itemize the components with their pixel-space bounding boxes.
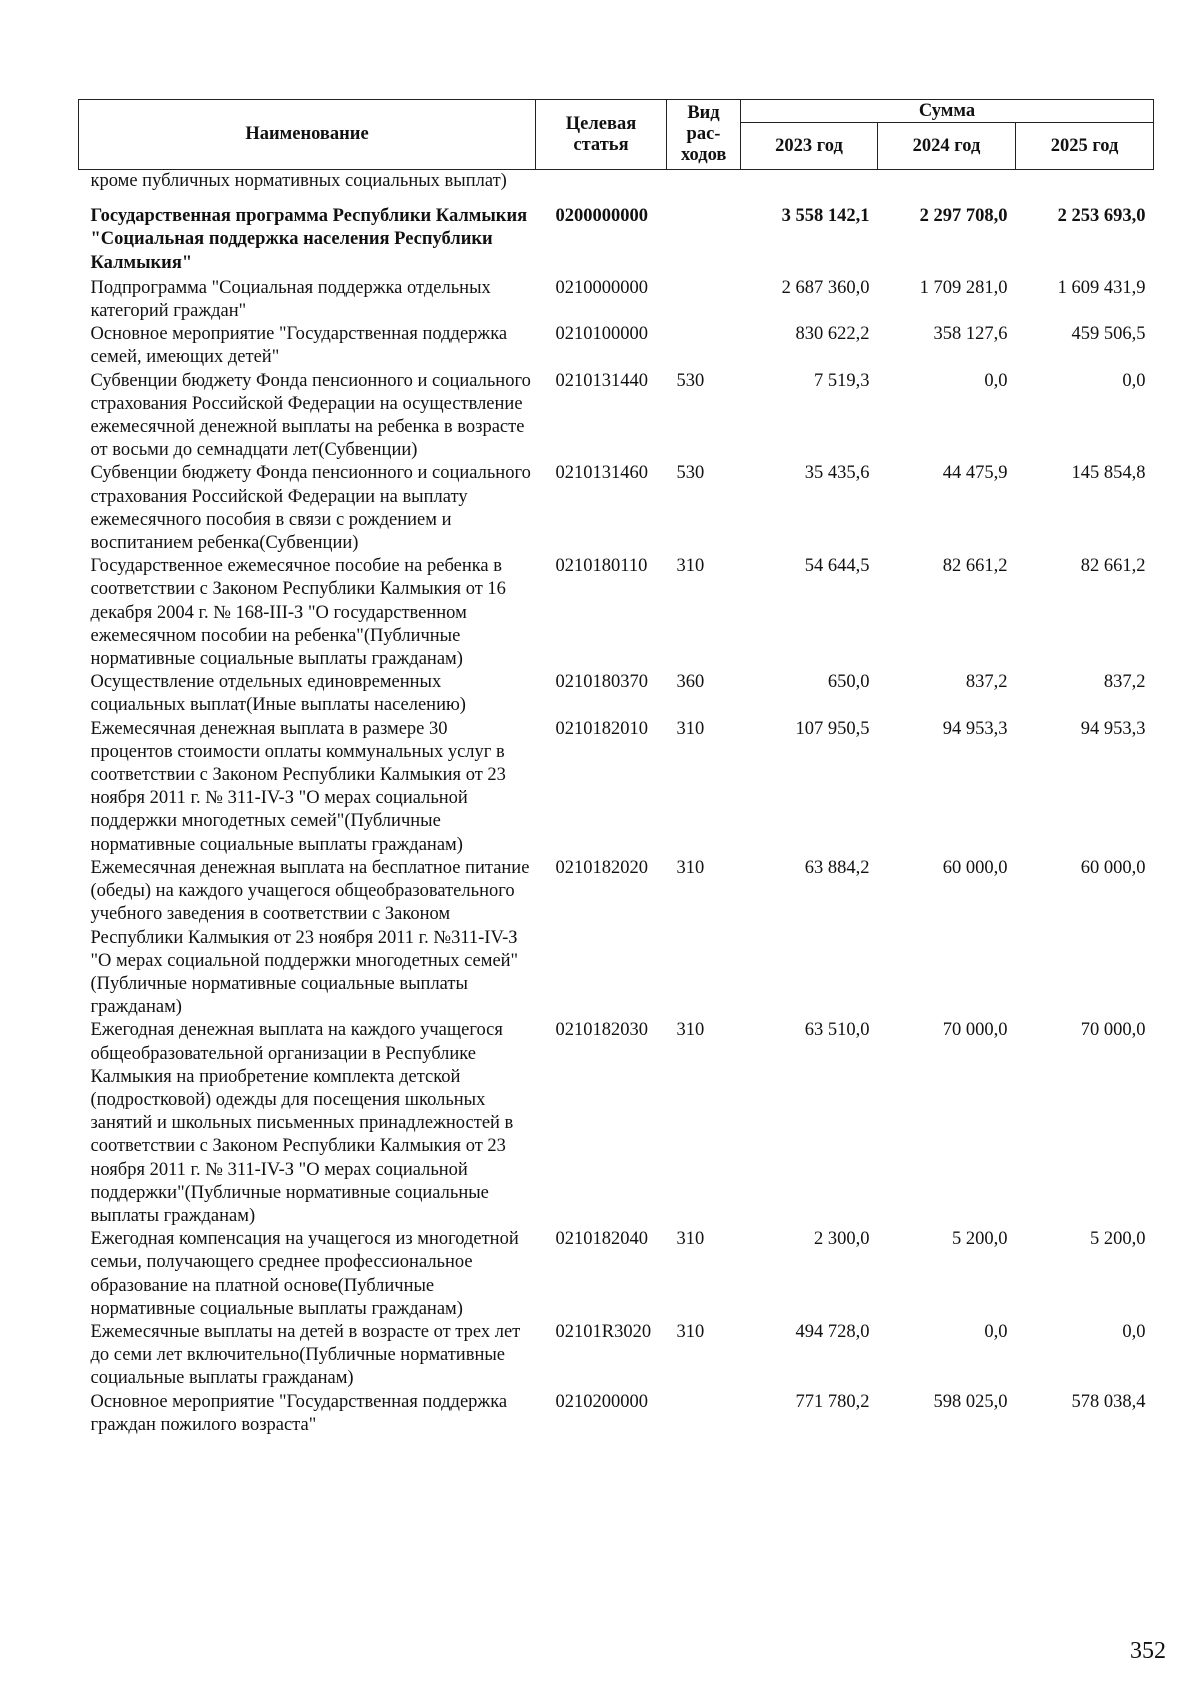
cell-kind xyxy=(667,193,741,275)
cell-kind: 310 xyxy=(676,1321,705,1342)
cell-year-2024: 358 127,6 xyxy=(933,324,1008,345)
cell-year-2024 xyxy=(878,170,1016,194)
cell-name: Подпрограмма "Социальная поддержка отдельных категорий граждан" xyxy=(90,277,491,322)
table-row xyxy=(79,462,1154,555)
cell-year-2025: 94 953,3 xyxy=(1080,718,1146,739)
cell-year-2023: 63 884,2 xyxy=(804,857,870,878)
cell-year-2023: 107 950,5 xyxy=(795,718,870,739)
table-row xyxy=(79,323,1154,369)
cell-name: Ежегодная компенсация на учащегося из многодетной семьи, получающего среднее профессиональное образование на платной основе(Публичные нормативные социальные выплаты гражданам) xyxy=(90,1229,519,1319)
table-row xyxy=(79,718,1154,857)
table-row xyxy=(79,857,1154,1019)
page-number: 352 xyxy=(1130,1638,1166,1664)
header-sum: Сумма xyxy=(741,100,1154,123)
table-row xyxy=(79,555,1154,671)
cell-year-2025: 70 000,0 xyxy=(1080,1020,1146,1041)
cell-name: Ежемесячные выплаты на детей в возрасте от трех лет до семи лет включительно(Публичные нормативные социальные выплаты гражданам) xyxy=(90,1321,521,1389)
cell-code: 0210182040 xyxy=(555,1229,648,1250)
cell-year-2025: 82 661,2 xyxy=(1080,556,1146,577)
cell-year-2023: 7 519,3 xyxy=(814,370,870,391)
cell-kind xyxy=(667,1391,741,1437)
cell-year-2025: 60 000,0 xyxy=(1080,857,1146,878)
table-row xyxy=(79,1391,1154,1437)
cell-year-2023: 35 435,6 xyxy=(804,463,870,484)
table-row xyxy=(79,1228,1154,1321)
cell-code: 0210180110 xyxy=(555,556,648,577)
table-row xyxy=(79,170,1154,194)
header-year-2025: 2025 год xyxy=(1016,123,1154,170)
cell-kind: 360 xyxy=(676,672,705,693)
cell-year-2023 xyxy=(741,170,878,194)
cell-year-2025: 837,2 xyxy=(1103,672,1146,693)
cell-kind: 310 xyxy=(676,857,705,878)
cell-year-2023: 494 728,0 xyxy=(795,1321,870,1342)
header-name: Наименование xyxy=(79,100,536,170)
cell-year-2023: 650,0 xyxy=(827,672,870,693)
cell-year-2023: 63 510,0 xyxy=(804,1020,870,1041)
cell-year-2024: 837,2 xyxy=(965,672,1008,693)
cell-year-2023: 54 644,5 xyxy=(804,556,870,577)
cell-year-2023: 830 622,2 xyxy=(795,324,870,345)
cell-year-2024: 2 297 708,0 xyxy=(919,206,1008,227)
cell-year-2023: 2 300,0 xyxy=(814,1229,870,1250)
cell-year-2025 xyxy=(1016,170,1154,194)
cell-year-2025: 0,0 xyxy=(1122,370,1146,391)
cell-name: Ежегодная денежная выплата на каждого учащегося общеобразовательной организации в Республике Калмыкия на приобретение комплекта детской (подростковой) одежды для посещения школьных занятий и школьных письменных принадлежностей в соответствии с Законом Республики Калмыкия от 23 ноября 2011 г. № 311-IV-З "О мерах социальной поддержки"(Публичные нормативные социальные выплаты гражданам) xyxy=(90,1020,514,1226)
cell-kind: 530 xyxy=(676,463,705,484)
cell-year-2025: 2 253 693,0 xyxy=(1057,206,1146,227)
cell-name: Основное мероприятие "Государственная поддержка граждан пожилого возраста" xyxy=(90,1391,508,1435)
table-row xyxy=(79,370,1154,463)
cell-code: 02101R3020 xyxy=(555,1321,652,1342)
table-header xyxy=(79,100,1154,170)
cell-year-2024: 94 953,3 xyxy=(942,718,1008,739)
cell-code: 0210100000 xyxy=(555,324,648,345)
budget-table xyxy=(78,99,1154,1437)
cell-year-2023: 3 558 142,1 xyxy=(781,206,870,227)
cell-kind: 310 xyxy=(676,556,705,577)
cell-name: Субвенции бюджету Фонда пенсионного и социального страхования Российской Федерации на осуществление ежемесячной денежной выплаты на ребенка в возрасте от восьми до семнадцати лет(Субвенции) xyxy=(90,370,531,461)
cell-code: 0200000000 xyxy=(555,206,648,227)
header-year-2024: 2024 год xyxy=(878,123,1016,170)
cell-year-2024: 1 709 281,0 xyxy=(919,277,1008,298)
cell-kind: 310 xyxy=(676,1229,705,1250)
cell-kind xyxy=(667,275,741,323)
cell-year-2024: 5 200,0 xyxy=(952,1229,1008,1250)
table-row xyxy=(79,193,1154,275)
cell-kind xyxy=(667,323,741,369)
cell-name: Ежемесячная денежная выплата в размере 30 процентов стоимости оплаты коммунальных услуг в соответствии с Законом Республики Калмыкия от 23 ноября 2011 г. № 311-IV-З "О мерах социальной поддержки многодетных семей"(Публичные нормативные социальные выплаты гражданам) xyxy=(90,718,506,855)
table-body xyxy=(79,170,1154,1437)
cell-code: 0210131460 xyxy=(555,463,648,484)
cell-year-2023: 771 780,2 xyxy=(795,1391,870,1412)
cell-code: 0210200000 xyxy=(555,1391,648,1412)
cell-kind: 530 xyxy=(676,370,705,391)
cell-code: 0210131440 xyxy=(555,370,648,391)
cell-code: 0210180370 xyxy=(555,672,648,693)
cell-name: Ежемесячная денежная выплата на бесплатное питание (обеды) на каждого учащегося общеобразовательного учебного заведения в соответствии с Законом Республики Калмыкия от 23 ноября 2011 г. №311-IV-З "О мерах социальной поддержки многодетных семей"(Публичные нормативные социальные выплаты гражданам) xyxy=(90,857,530,1018)
cell-name: Основное мероприятие "Государственная поддержка семей, имеющих детей" xyxy=(90,324,508,368)
table-row xyxy=(79,671,1154,717)
cell-kind: 310 xyxy=(676,718,705,739)
header-kind: Вид рас-ходов xyxy=(667,100,741,170)
cell-year-2024: 82 661,2 xyxy=(942,556,1008,577)
table-row xyxy=(79,1321,1154,1391)
header-code: Целевая статья xyxy=(536,100,667,170)
cell-name: Осуществление отдельных единовременных социальных выплат(Иные выплаты населению) xyxy=(90,672,466,716)
cell-name: Государственное ежемесячное пособие на ребенка в соответствии с Законом Республики Калмыкия от 16 декабря 2004 г. № 168-III-З "О государственном ежемесячном пособии на ребенка"(Публичные нормативные социальные выплаты гражданам) xyxy=(90,556,506,670)
cell-code: 0210182020 xyxy=(555,857,648,878)
cell-year-2023: 2 687 360,0 xyxy=(781,277,870,298)
cell-name: Государственная программа Республики Калмыкия "Социальная поддержка населения Республики Калмыкия" xyxy=(90,206,528,273)
cell-kind: 310 xyxy=(676,1020,705,1041)
table-row xyxy=(79,275,1154,323)
cell-name: Субвенции бюджету Фонда пенсионного и социального страхования Российской Федерации на выплату ежемесячного пособия в связи с рождением и воспитанием ребенка(Субвенции) xyxy=(90,463,531,554)
cell-name: кроме публичных нормативных социальных выплат) xyxy=(90,171,507,191)
cell-code xyxy=(536,170,667,194)
cell-year-2025: 0,0 xyxy=(1122,1321,1146,1342)
cell-year-2025: 1 609 431,9 xyxy=(1057,277,1146,298)
cell-kind xyxy=(667,170,741,194)
cell-year-2025: 5 200,0 xyxy=(1090,1229,1146,1250)
cell-year-2025: 145 854,8 xyxy=(1071,463,1146,484)
cell-year-2025: 578 038,4 xyxy=(1071,1391,1146,1412)
table-row xyxy=(79,1019,1154,1228)
cell-year-2024: 70 000,0 xyxy=(942,1020,1008,1041)
cell-year-2024: 0,0 xyxy=(984,1321,1008,1342)
cell-code: 0210182010 xyxy=(555,718,648,739)
header-year-2023: 2023 год xyxy=(741,123,878,170)
cell-year-2024: 44 475,9 xyxy=(942,463,1008,484)
cell-code: 0210000000 xyxy=(555,277,648,298)
cell-year-2024: 0,0 xyxy=(984,370,1008,391)
cell-year-2024: 60 000,0 xyxy=(942,857,1008,878)
cell-code: 0210182030 xyxy=(555,1020,648,1041)
cell-year-2024: 598 025,0 xyxy=(933,1391,1008,1412)
cell-year-2025: 459 506,5 xyxy=(1071,324,1146,345)
